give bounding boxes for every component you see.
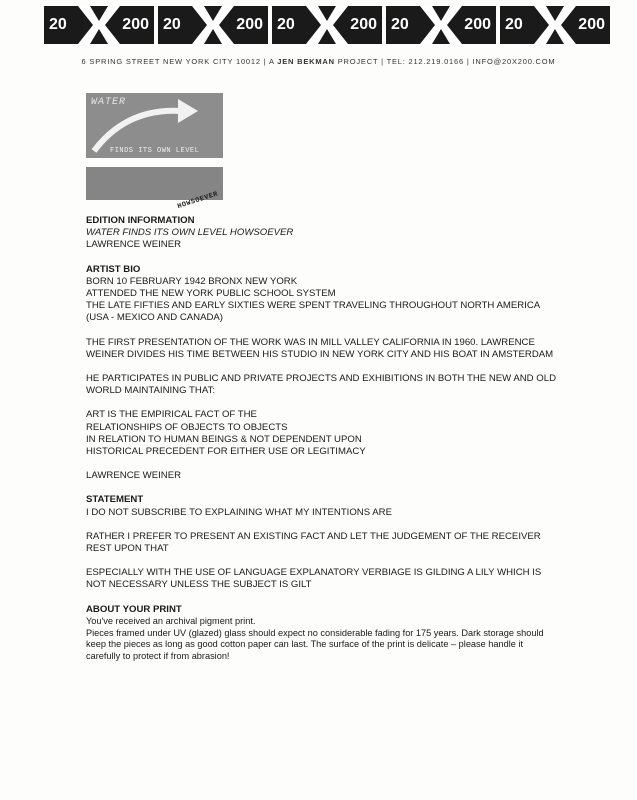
- statement-heading: STATEMENT: [86, 494, 144, 506]
- edition-title: WATER FINDS ITS OWN LEVEL HOWSOEVER: [86, 227, 294, 239]
- logo-left-number: 20: [505, 16, 523, 33]
- logo-right-number: 200: [578, 16, 605, 33]
- bio-para3-line: WORLD MAINTAINING THAT:: [86, 385, 215, 397]
- bio-para4-line: IN RELATION TO HUMAN BEINGS & NOT DEPENDENT UPON: [86, 433, 362, 445]
- statement-para2-line: REST UPON THAT: [86, 543, 169, 555]
- brand-logo: [500, 6, 610, 44]
- bio-para3-line: HE PARTICIPATES IN PUBLIC AND PRIVATE PROJECTS AND EXHIBITIONS IN BOTH THE NEW AND OLD: [86, 373, 556, 385]
- address-pre: 6 SPRING STREET NEW YORK CITY 10012 | A: [81, 57, 275, 66]
- logo-left-number: 20: [391, 16, 409, 33]
- logo-right-number: 200: [122, 16, 149, 33]
- bio-para4-line: RELATIONSHIPS OF OBJECTS TO OBJECTS: [86, 421, 288, 433]
- logo-left-number: 20: [163, 16, 181, 33]
- brand-logo: [44, 6, 154, 44]
- logo-right-number: 200: [236, 16, 263, 33]
- edition-heading: EDITION INFORMATION: [86, 215, 195, 226]
- print-heading: ABOUT YOUR PRINT: [86, 603, 182, 615]
- bio-para4-line: ART IS THE EMPIRICAL FACT OF THE: [86, 409, 257, 421]
- bio-para4-line: HISTORICAL PRECEDENT FOR EITHER USE OR LEGITIMACY: [86, 446, 366, 458]
- brand-logo: [158, 6, 268, 44]
- bio-line: (USA - MEXICO AND CANADA): [86, 312, 223, 324]
- bio-line: THE LATE FIFTIES AND EARLY SIXTIES WERE SPENT TRAVELING THROUGHOUT NORTH AMERICA: [86, 300, 541, 312]
- document-body: [86, 215, 566, 663]
- bio-line: ATTENDED THE NEW YORK PUBLIC SCHOOL SYSTEM: [86, 288, 336, 300]
- logo-left-number: 20: [277, 16, 295, 33]
- statement-para3-line: NOT NECESSARY UNLESS THE SUBJECT IS GILT: [86, 579, 312, 591]
- artwork-word-finds: FINDS ITS OWN LEVEL: [110, 147, 200, 155]
- brand-logo: [386, 6, 496, 44]
- logo-right-number: 200: [464, 16, 491, 33]
- print-line: Pieces framed under UV (glazed) glass should expect no considerable fading for 175 years. Dark storage should: [86, 627, 544, 638]
- address-post: PROJECT | TEL: 212.219.0166 | INFO@20X200.COM: [337, 57, 556, 66]
- print-line: You've received an archival pigment print.: [86, 615, 256, 626]
- artwork-word-water: WATER: [91, 97, 127, 108]
- logo-right-number: 200: [350, 16, 377, 33]
- artwork-bottom-panel: [86, 167, 223, 212]
- artwork-word-howsoever: HOWSOEVER: [176, 190, 219, 212]
- statement-para3-line: ESPECIALLY WITH THE USE OF LANGUAGE EXPLANATORY VERBIAGE IS GILDING A LILY WHICH IS: [86, 567, 542, 579]
- bio-signature: LAWRENCE WEINER: [86, 470, 182, 482]
- address-brand: JEN BEKMAN: [277, 57, 335, 66]
- print-line: carefully to protect if from abrasion!: [86, 651, 230, 662]
- logo-row: [44, 6, 610, 44]
- bio-para2-line: WEINER DIVIDES HIS TIME BETWEEN HIS STUDIO IN NEW YORK CITY AND HIS BOAT IN AMSTERDAM: [86, 348, 554, 360]
- brand-logo: [272, 6, 382, 44]
- bio-para2-line: THE FIRST PRESENTATION OF THE WORK WAS IN MILL VALLEY CALIFORNIA IN 1960. LAWRENCE: [86, 336, 535, 348]
- bio-heading: ARTIST BIO: [86, 263, 141, 275]
- artwork-top-panel: [86, 93, 223, 158]
- statement-para2-line: RATHER I PREFER TO PRESENT AN EXISTING FACT AND LET THE JUDGEMENT OF THE RECEIVER: [86, 530, 541, 542]
- address-line: [0, 57, 637, 66]
- bio-line: BORN 10 FEBRUARY 1942 BRONX NEW YORK: [86, 275, 298, 287]
- edition-artist: LAWRENCE WEINER: [86, 239, 182, 251]
- statement-para1: I DO NOT SUBSCRIBE TO EXPLAINING WHAT MY INTENTIONS ARE: [86, 506, 392, 518]
- logo-left-number: 20: [49, 16, 67, 33]
- print-line: keep the pieces as long as good cotton paper can last. The surface of the print is delicate – please handle it: [86, 639, 524, 650]
